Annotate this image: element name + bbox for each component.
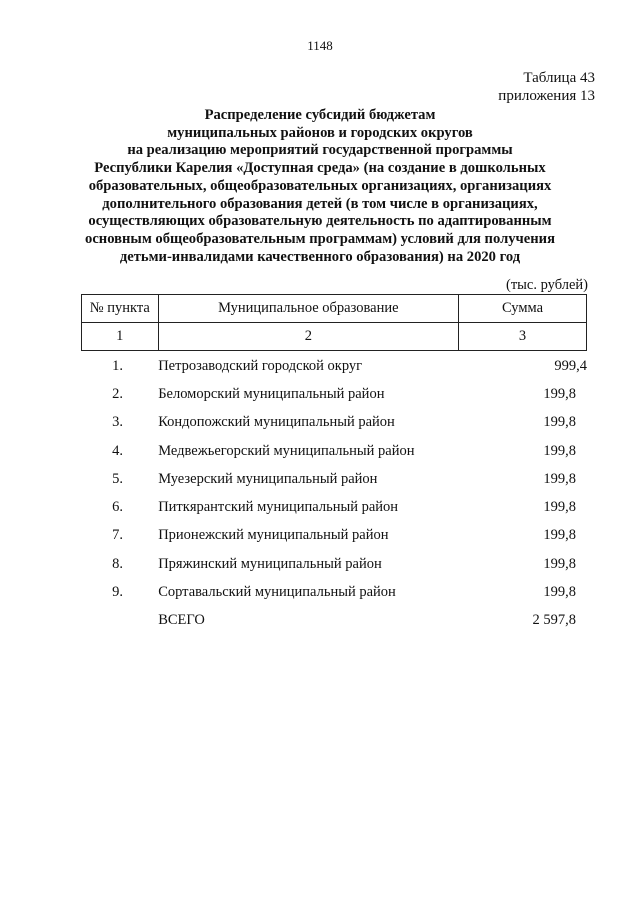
row-municipality: Питкярантский муниципальный район <box>158 499 399 516</box>
row-number: 7. <box>112 527 124 544</box>
row-number: 8. <box>112 555 124 572</box>
row-municipality: Беломорский муниципальный район <box>158 385 385 402</box>
page-number: 1148 <box>307 38 333 53</box>
title-line: на реализацию мероприятий государственной программы <box>127 142 513 159</box>
table-row <box>81 493 587 521</box>
total-row <box>81 607 587 635</box>
column-number-cell: 1 <box>82 323 159 351</box>
table-row <box>81 437 587 465</box>
row-number: 9. <box>112 584 124 601</box>
row-municipality: Петрозаводский городской округ <box>158 357 363 374</box>
appendix-reference: приложения 13 <box>498 88 595 104</box>
title-line: детьми-инвалидами качественного образования) на 2020 год <box>119 248 521 265</box>
row-sum: 199,8 <box>543 584 576 601</box>
title-line: основным общеобразовательным программам) условий для получения <box>85 230 555 247</box>
row-municipality: Муезерский муниципальный район <box>158 470 378 487</box>
header-cell-number: № пункта <box>82 295 159 323</box>
header-row <box>82 295 587 323</box>
title-line: муниципальных районов и городских округов <box>167 124 473 141</box>
row-number: 5. <box>112 470 124 487</box>
row-sum: 199,8 <box>543 499 576 516</box>
table-row <box>81 578 587 606</box>
row-sum: 199,8 <box>543 442 576 459</box>
row-municipality: Пряжинский муниципальный район <box>158 555 382 572</box>
row-number: 6. <box>112 499 124 516</box>
title-line: Республики Карелия «Доступная среда» (на создание в дошкольных <box>94 160 546 177</box>
column-number-cell: 3 <box>459 323 587 351</box>
table-row <box>81 465 587 493</box>
row-sum: 999,4 <box>554 357 587 374</box>
row-municipality: Кондопожский муниципальный район <box>158 414 395 431</box>
total-label: ВСЕГО <box>158 612 205 629</box>
title-line: образовательных, общеобразовательных организациях, организациях <box>88 177 552 194</box>
row-number: 1. <box>112 357 124 374</box>
table-header <box>81 294 587 351</box>
row-sum: 199,8 <box>543 527 576 544</box>
column-number-cell: 2 <box>158 323 458 351</box>
header-cell-sum: Сумма <box>459 295 587 323</box>
title-line: дополнительного образования детей (в том числе в организациях, <box>102 195 538 212</box>
table-number: Таблица 43 <box>523 70 595 86</box>
table-reference <box>498 69 595 105</box>
title-line: осуществляющих образовательную деятельность по адаптированным <box>88 213 552 230</box>
table-row <box>81 550 587 578</box>
row-sum: 199,8 <box>543 555 576 572</box>
title-line: Распределение субсидий бюджетам <box>204 107 436 123</box>
row-number: 2. <box>112 385 124 402</box>
total-sum: 2 597,8 <box>532 612 576 629</box>
table-row <box>81 352 587 380</box>
document-title <box>60 107 580 266</box>
row-sum: 199,8 <box>543 385 576 402</box>
table-row <box>81 409 587 437</box>
row-sum: 199,8 <box>543 470 576 487</box>
row-municipality: Прионежский муниципальный район <box>158 527 389 544</box>
row-municipality: Медвежьегорский муниципальный район <box>158 442 415 459</box>
units-label: (тыс. рублей) <box>506 277 588 293</box>
header-cell-municipality: Муниципальное образование <box>158 295 458 323</box>
table-row <box>81 380 587 408</box>
column-number-row <box>82 323 587 351</box>
row-sum: 199,8 <box>543 414 576 431</box>
total-number <box>81 607 154 635</box>
table-body <box>81 352 587 635</box>
row-municipality: Сортавальский муниципальный район <box>158 584 396 601</box>
row-number: 4. <box>112 442 124 459</box>
table-row <box>81 522 587 550</box>
row-number: 3. <box>112 414 124 431</box>
